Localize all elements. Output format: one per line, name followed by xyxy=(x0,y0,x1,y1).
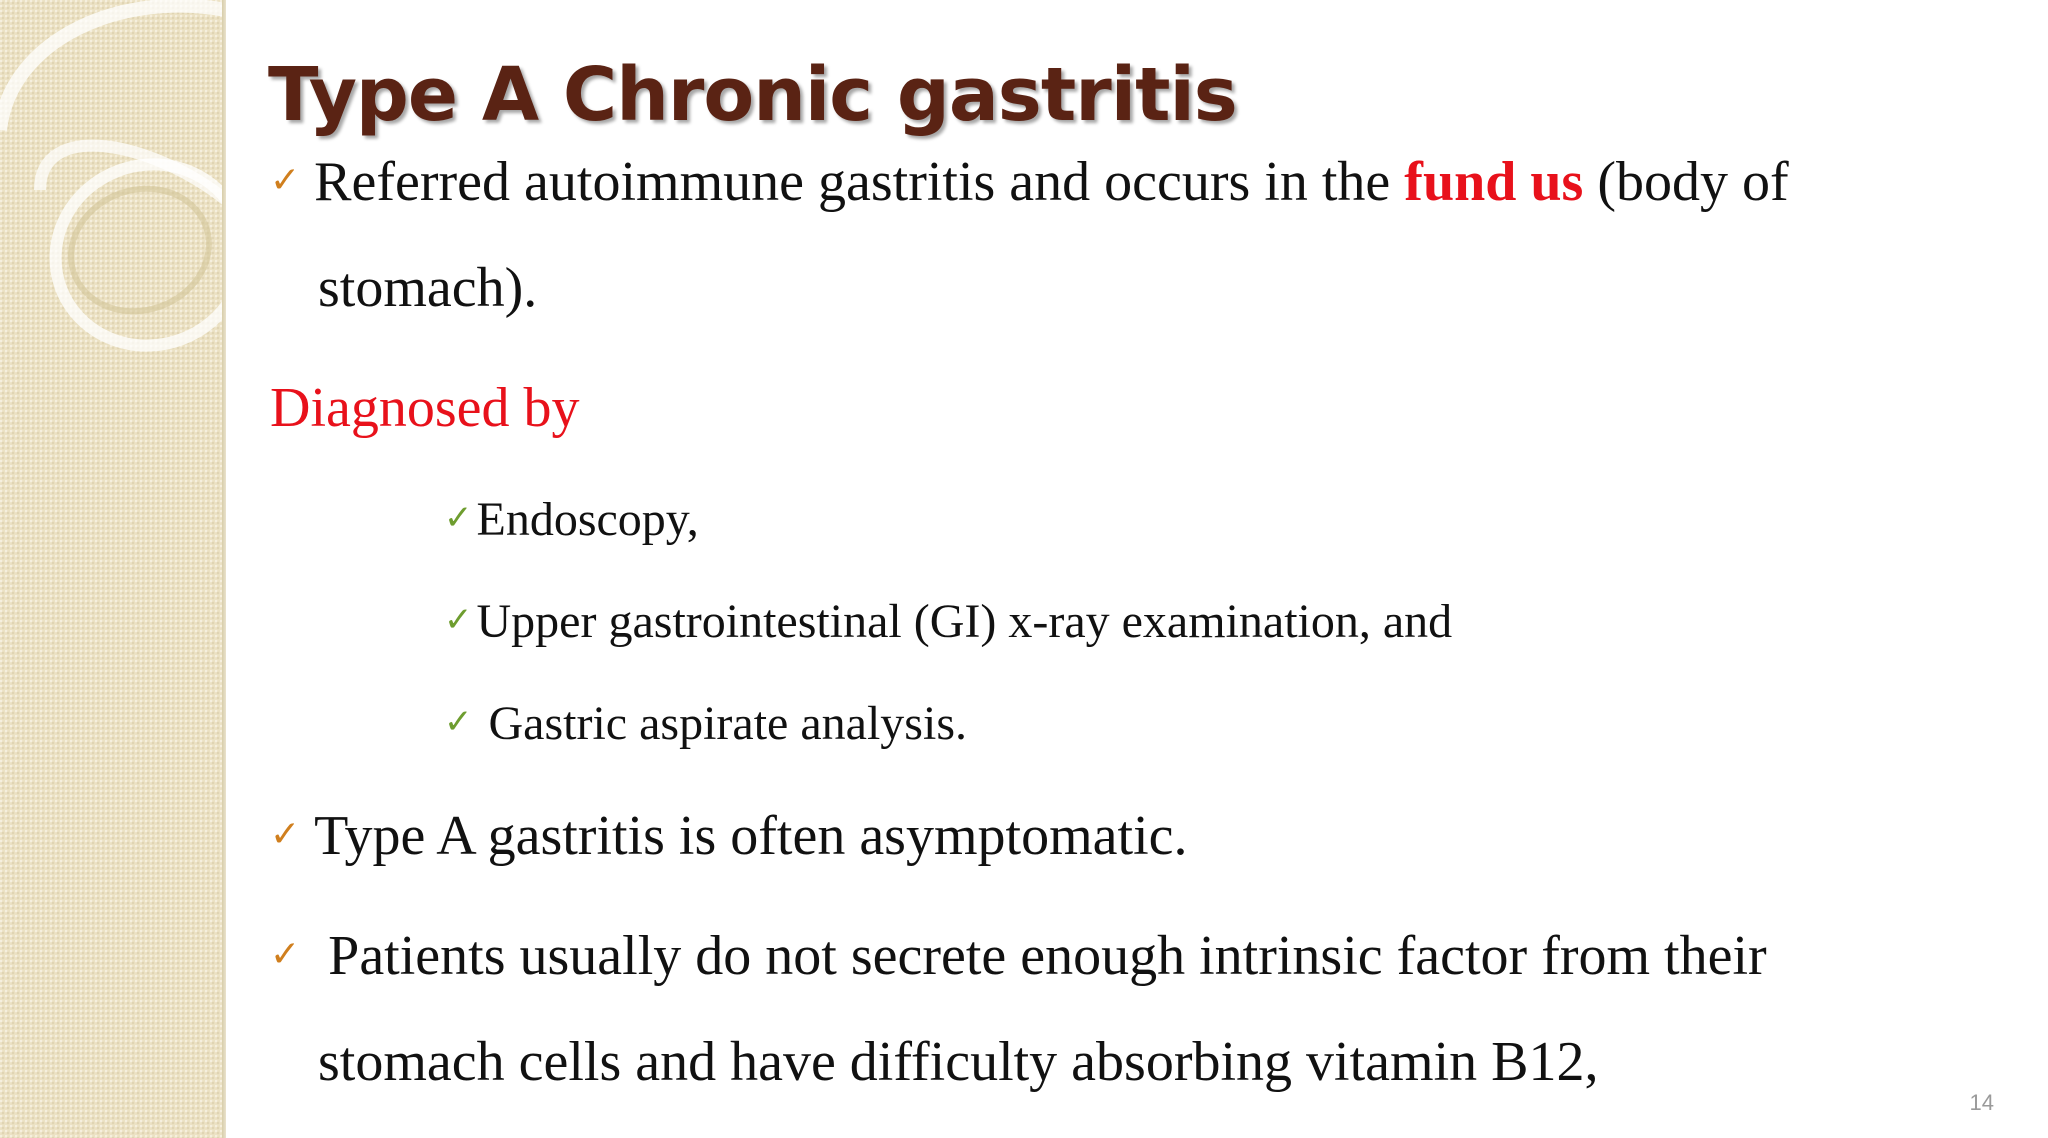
check-icon: ✓ xyxy=(270,814,301,855)
decorative-sidebar xyxy=(0,0,226,1138)
sidebar-edge xyxy=(222,0,226,1138)
sub-bullet-text: Gastric aspirate analysis. xyxy=(476,697,967,750)
check-icon: ✓ xyxy=(444,600,473,640)
sub-bullet-gastric-aspirate xyxy=(444,696,967,751)
sub-bullet-endoscopy xyxy=(444,492,699,547)
sub-bullet-text: Upper gastrointestinal (GI) x-ray examination, and xyxy=(476,595,1453,648)
check-icon: ✓ xyxy=(444,498,473,538)
bullet-text-end: (body of xyxy=(1583,151,1789,213)
bullet-autoimmune-continuation: stomach). xyxy=(318,257,538,319)
bullet-intrinsic-factor xyxy=(270,924,1767,988)
bullet-asymptomatic xyxy=(270,804,1187,868)
diagnosed-heading: Diagnosed by xyxy=(270,377,580,439)
bullet-text: Referred autoimmune gastritis and occurs in the xyxy=(314,151,1405,213)
bullet-autoimmune xyxy=(270,150,1789,214)
check-icon: ✓ xyxy=(270,934,301,975)
bullet-text: Type A gastritis is often asymptomatic. xyxy=(314,805,1188,867)
page-number: 14 xyxy=(1969,1090,1994,1115)
slide-title: Type A Chronic gastritis xyxy=(268,52,1237,138)
check-icon: ✓ xyxy=(270,160,301,201)
check-icon: ✓ xyxy=(444,702,473,742)
swirl-decoration-icon xyxy=(0,0,226,420)
sub-bullet-text: Endoscopy, xyxy=(476,493,699,546)
highlight-fundus: fund us xyxy=(1404,151,1584,213)
bullet-intrinsic-factor-continuation: stomach cells and have difficulty absorbing vitamin B12, xyxy=(318,1031,1599,1093)
bullet-text: Patients usually do not secrete enough intrinsic factor from their xyxy=(314,925,1767,987)
sub-bullet-gi-xray xyxy=(444,594,1452,649)
